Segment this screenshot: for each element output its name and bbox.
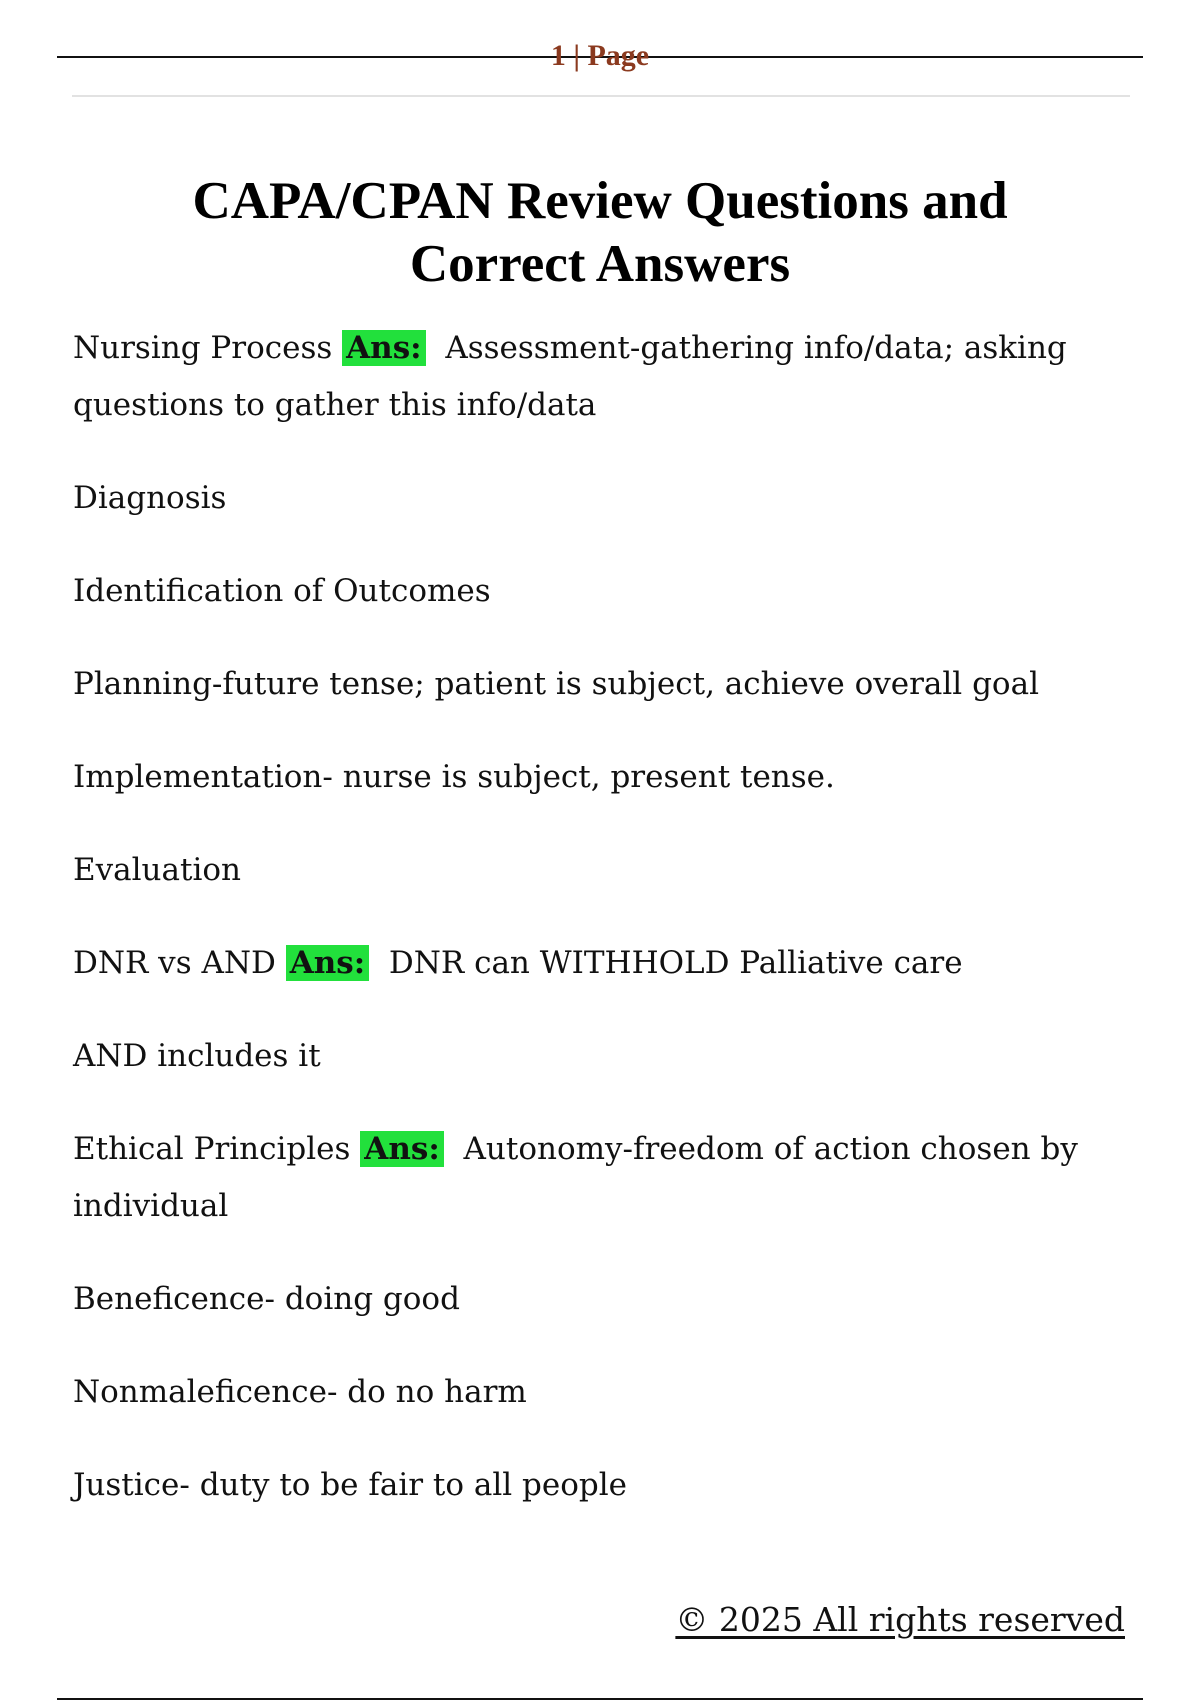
page-number: 1 | Page [550, 39, 650, 72]
copyright-notice: © 2025 All rights reserved [675, 1600, 1125, 1639]
page-header [57, 34, 1143, 74]
text-line: Implementation- nurse is subject, present tense. [73, 759, 835, 795]
answer-text: Assessment-gathering info/data; asking questions to gather this info/data [73, 330, 1067, 423]
answer-text: Autonomy-freedom of action chosen by individual [73, 1131, 1078, 1224]
document-body [73, 320, 1093, 1550]
text-line: Diagnosis [73, 480, 227, 516]
qa-entry [73, 320, 1093, 434]
answer-tag: Ans: [286, 945, 370, 981]
question-term: DNR vs AND [73, 945, 276, 981]
answer-text: DNR can WITHHOLD Palliative care [388, 945, 963, 981]
text-line: Planning-future tense; patient is subject, achieve overall goal [73, 666, 1039, 702]
text-line: AND includes it [73, 1038, 321, 1074]
qa-entry [73, 935, 1093, 992]
answer-tag: Ans: [360, 1131, 444, 1167]
header-divider [72, 95, 1130, 97]
question-term: Ethical Principles [73, 1131, 351, 1167]
question-term: Nursing Process [73, 330, 333, 366]
text-line: Evaluation [73, 852, 241, 888]
text-line: Nonmaleficence- do no harm [73, 1374, 527, 1410]
text-line: Justice- duty to be fair to all people [73, 1467, 628, 1503]
text-line: Beneficence- doing good [73, 1281, 460, 1317]
answer-tag: Ans: [342, 330, 426, 366]
text-line: Identification of Outcomes [73, 573, 491, 609]
document-title: CAPA/CPAN Review Questions and Correct Answers [192, 172, 1008, 293]
qa-entry [73, 1121, 1093, 1235]
